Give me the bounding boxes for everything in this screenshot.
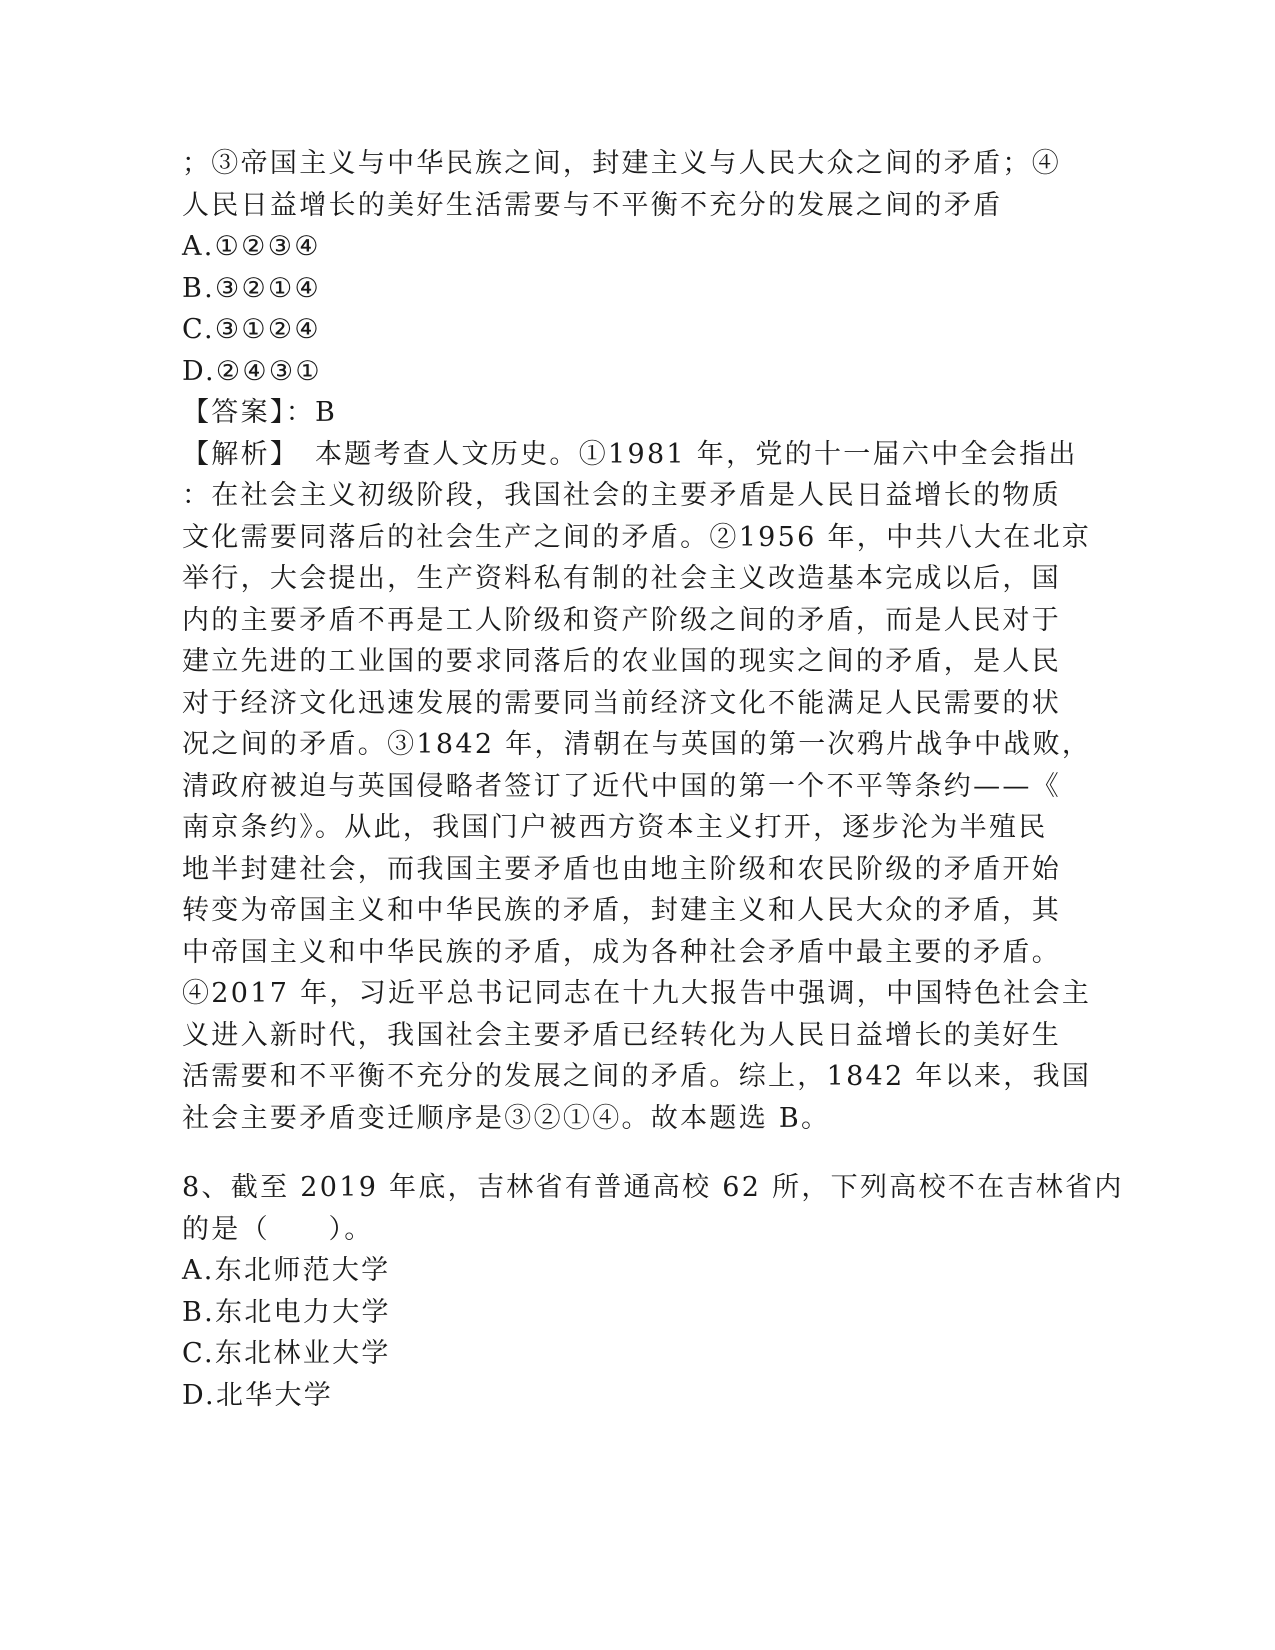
analysis-line: 活需要和不平衡不充分的发展之间的矛盾。综上，1842 年以来，我国 (182, 1061, 1092, 1092)
analysis-line: 内的主要矛盾不再是工人阶级和资产阶级之间的矛盾，而是人民对于 (182, 604, 1061, 636)
option-a: A.东北师范大学 (182, 1255, 391, 1286)
question-8-stem (182, 1167, 1124, 1250)
analysis-line: 【解析】 本题考查人文历史。①1981 年，党的十一届六中全会指出 (182, 438, 1078, 470)
option-a: A.①②③④ (182, 231, 321, 262)
stem-line: 的是（ ）。 (182, 1213, 374, 1245)
analysis-line: 社会主要矛盾变迁顺序是③②①④。故本题选 B。 (182, 1102, 831, 1134)
option-d: D.②④③① (182, 355, 322, 387)
answer-line: 【答案】：B (182, 397, 338, 428)
analysis-line: 对于经济文化迅速发展的需要同当前经济文化不能满足人民需要的状 (182, 687, 1061, 719)
analysis-line: ④2017 年，习近平总书记同志在十九大报告中强调，中国特色社会主 (182, 978, 1092, 1009)
stem-line: 8、截至 2019 年底，吉林省有普通高校 62 所，下列高校不在吉林省内 (182, 1172, 1124, 1203)
option-b: B.东北电力大学 (182, 1296, 391, 1328)
stem-line: 人民日益增长的美好生活需要与不平衡不充分的发展之间的矛盾 (182, 189, 1003, 221)
analysis-line: 文化需要同落后的社会生产之间的矛盾。②1956 年，中共八大在北京 (182, 521, 1092, 553)
analysis-line: 义进入新时代，我国社会主要矛盾已经转化为人民日益增长的美好生 (182, 1019, 1061, 1051)
section-spacer (182, 1139, 1082, 1167)
analysis-line: 建立先进的工业国的要求同落后的农业国的现实之间的矛盾，是人民 (182, 646, 1061, 677)
option-c: C.③①②④ (182, 314, 321, 345)
analysis-line: 举行，大会提出，生产资料私有制的社会主义改造基本完成以后，国 (182, 563, 1061, 594)
analysis-block (182, 434, 1092, 1140)
question-7-options (182, 226, 1082, 392)
analysis-line: 况之间的矛盾。③1842 年，清朝在与英国的第一次鸦片战争中战败， (182, 729, 1092, 760)
analysis-line: 清政府被迫与英国侵略者签订了近代中国的第一个不平等条约——《 (182, 770, 1061, 802)
option-b: B.③②①④ (182, 272, 322, 304)
analysis-line: 转变为帝国主义和中华民族的矛盾，封建主义和人民大众的矛盾，其 (182, 895, 1061, 926)
question-7-stem (182, 143, 1082, 226)
analysis-line: ：在社会主义初级阶段，我国社会的主要矛盾是人民日益增长的物质 (182, 480, 1061, 511)
question-8-options (182, 1250, 1082, 1416)
analysis-line: 地半封建社会，而我国主要矛盾也由地主阶级和农民阶级的矛盾开始 (182, 853, 1061, 885)
option-d: D.北华大学 (182, 1379, 334, 1411)
stem-line: ；③帝国主义与中华民族之间，封建主义与人民大众之间的矛盾；④ (182, 148, 1061, 179)
analysis-line: 中帝国主义和中华民族的矛盾，成为各种社会矛盾中最主要的矛盾。 (182, 936, 1061, 968)
option-c: C.东北林业大学 (182, 1338, 391, 1369)
analysis-line: 南京条约》。从此，我国门户被西方资本主义打开，逐步沦为半殖民 (182, 812, 1048, 843)
document-page (182, 143, 1124, 1416)
